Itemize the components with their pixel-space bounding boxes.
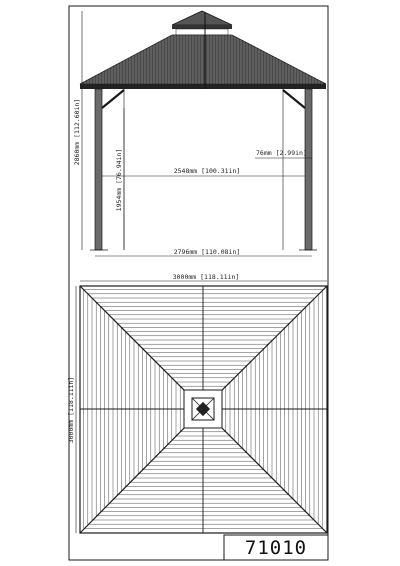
model-number: 71010 <box>244 537 308 559</box>
post-size-label: 76mm [2.99in] <box>256 149 307 157</box>
outer-width-label: 2796mm [110.08in] <box>173 248 241 256</box>
roof-top-cap <box>172 11 232 25</box>
inner-width-label: 2548mm [100.31in] <box>173 167 241 175</box>
right-brace <box>283 90 305 108</box>
top-width-label: 3000mm [118.11in] <box>172 273 240 281</box>
right-post <box>305 89 312 250</box>
roof-slats <box>82 35 322 84</box>
height-total-label: 2860mm [112.60in] <box>73 98 81 166</box>
top-depth-label: 3000mm [118.11in] <box>67 376 75 444</box>
height-clear-label: 1954mm [76.94in] <box>115 148 123 212</box>
top-plan <box>67 273 327 533</box>
side-elevation <box>73 11 326 256</box>
roof-cap-fascia <box>172 25 232 29</box>
roof-fascia <box>80 84 326 89</box>
left-post <box>95 89 102 250</box>
left-brace <box>102 90 124 108</box>
roof-vent-gap <box>176 29 228 35</box>
